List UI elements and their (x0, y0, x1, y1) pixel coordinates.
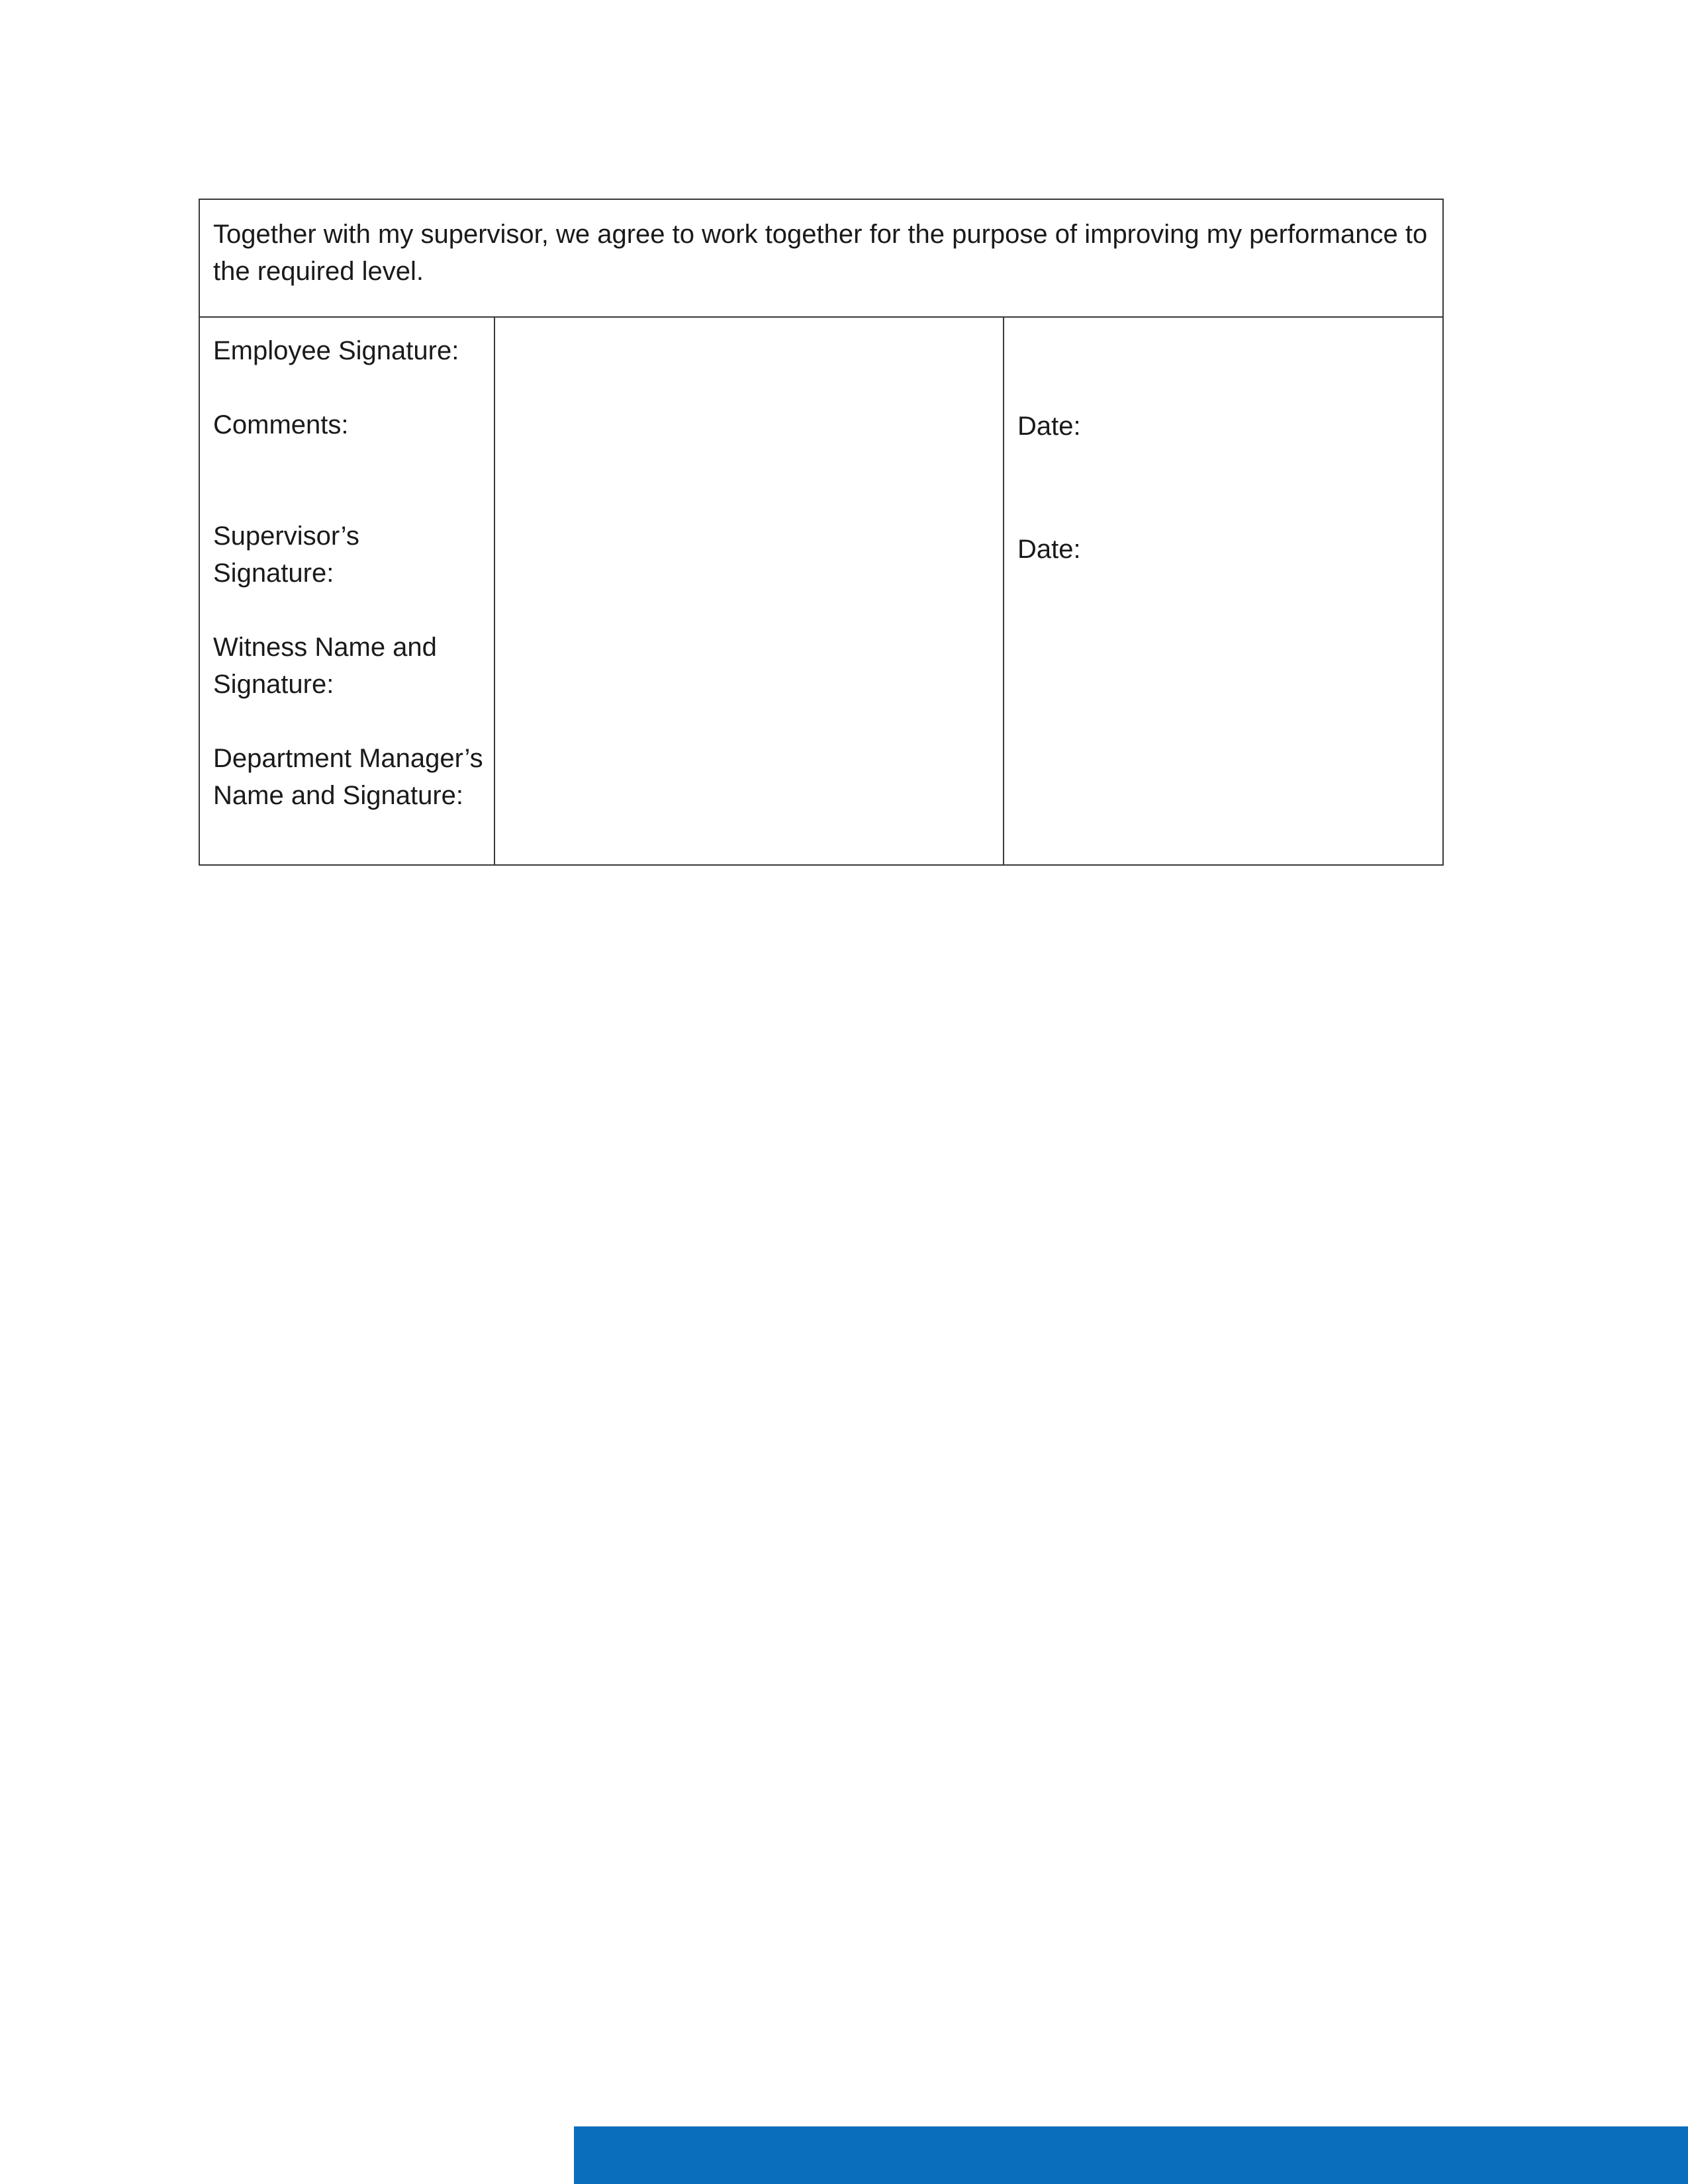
witness-name-signature-label: Witness Name and Signature: (213, 633, 437, 699)
signature-row (199, 317, 1443, 865)
signature-labels-cell (199, 317, 494, 865)
employee-signature-label: Employee Signature: (213, 336, 459, 365)
employee-date-label: Date: (1017, 412, 1081, 441)
agreement-row (199, 199, 1443, 317)
comments-label: Comments: (213, 410, 349, 439)
agreement-statement: Together with my supervisor, we agree to work together for the purpose of improving my performance to the required level. (199, 199, 1443, 317)
footer-accent-bar (574, 2126, 1688, 2184)
supervisor-date-label: Date: (1017, 535, 1081, 564)
signature-entry-field[interactable] (494, 317, 1004, 865)
date-cell[interactable] (1004, 317, 1443, 865)
department-manager-signature-label: Department Manager’s Name and Signature: (213, 744, 483, 810)
signature-form-table (199, 199, 1444, 866)
supervisor-signature-label: Supervisor’s Signature: (213, 522, 359, 588)
